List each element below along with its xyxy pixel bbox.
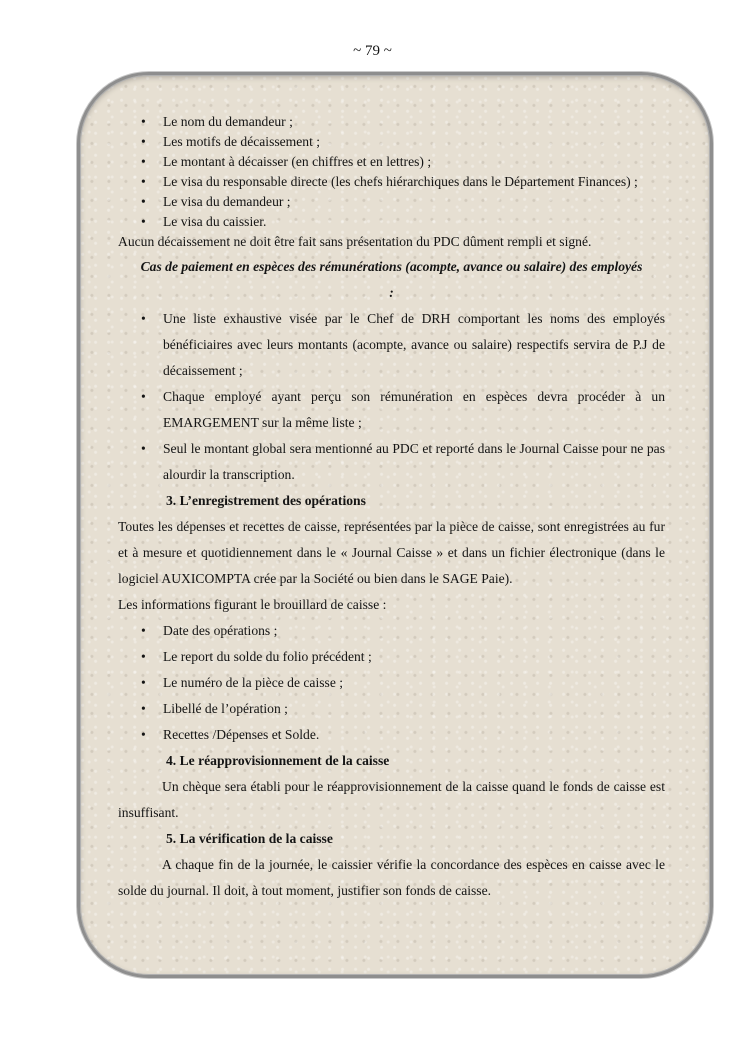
list-item: • Le montant à décaisser (en chiffres et en lettres) ; xyxy=(118,152,665,172)
list-item: • Les motifs de décaissement ; xyxy=(118,132,665,152)
section-subtitle: Cas de paiement en espèces des rémunérations (acompte, avance ou salaire) des employés : xyxy=(140,259,643,300)
list-item: • Le visa du caissier. xyxy=(118,212,665,232)
list-item: • Seul le montant global sera mentionné au PDC et reporté dans le Journal Caisse pour ne pas alourdir la transcription. xyxy=(118,436,665,488)
list-item: • Date des opérations ; xyxy=(118,618,665,644)
paragraph: Un chèque sera établi pour le réapprovisionnement de la caisse quand le fonds de caisse est insuffisant. xyxy=(118,779,665,820)
page-number: ~ 79 ~ xyxy=(353,43,392,59)
list-item: • Le visa du responsable directe (les chefs hiérarchiques dans le Département Finances) ; xyxy=(118,172,665,192)
list-item: • Recettes /Dépenses et Solde. xyxy=(118,722,665,748)
paragraph: Les informations figurant le brouillard de caisse : xyxy=(118,597,387,612)
section-heading: 5. La vérification de la caisse xyxy=(166,831,333,846)
paragraph: Aucun décaissement ne doit être fait sans présentation du PDC dûment rempli et signé. xyxy=(118,234,592,249)
paragraph: Toutes les dépenses et recettes de caisse, représentées par la pièce de caisse, sont enregistrées au fur et à mesure et quotidiennement dans le « Journal Caisse » et dans un fichier électronique (dans le logiciel AUXICOMPTA crée par la Société ou bien dans le SAGE Paie). xyxy=(118,519,665,586)
list-item: • Chaque employé ayant perçu son rémunération en espèces devra procéder à un EMARGEMENT sur la même liste ; xyxy=(118,384,665,436)
paragraph: A chaque fin de la journée, le caissier vérifie la concordance des espèces en caisse avec le solde du journal. Il doit, à tout moment, justifier son fonds de caisse. xyxy=(118,857,665,898)
list-item: • Le nom du demandeur ; xyxy=(118,112,665,132)
list-item: • Le numéro de la pièce de caisse ; xyxy=(118,670,665,696)
list-item: • Libellé de l’opération ; xyxy=(118,696,665,722)
list-item: • Le report du solde du folio précédent ; xyxy=(118,644,665,670)
section-heading: 3. L’enregistrement des opérations xyxy=(166,493,366,508)
document-body xyxy=(118,112,665,904)
section-heading: 4. Le réapprovisionnement de la caisse xyxy=(166,753,390,768)
list-item: • Le visa du demandeur ; xyxy=(118,192,665,212)
list-item: • Une liste exhaustive visée par le Chef de DRH comportant les noms des employés bénéficiaires avec leurs montants (acompte, avance ou salaire) respectifs servira de P.J de décaissement ; xyxy=(118,306,665,384)
